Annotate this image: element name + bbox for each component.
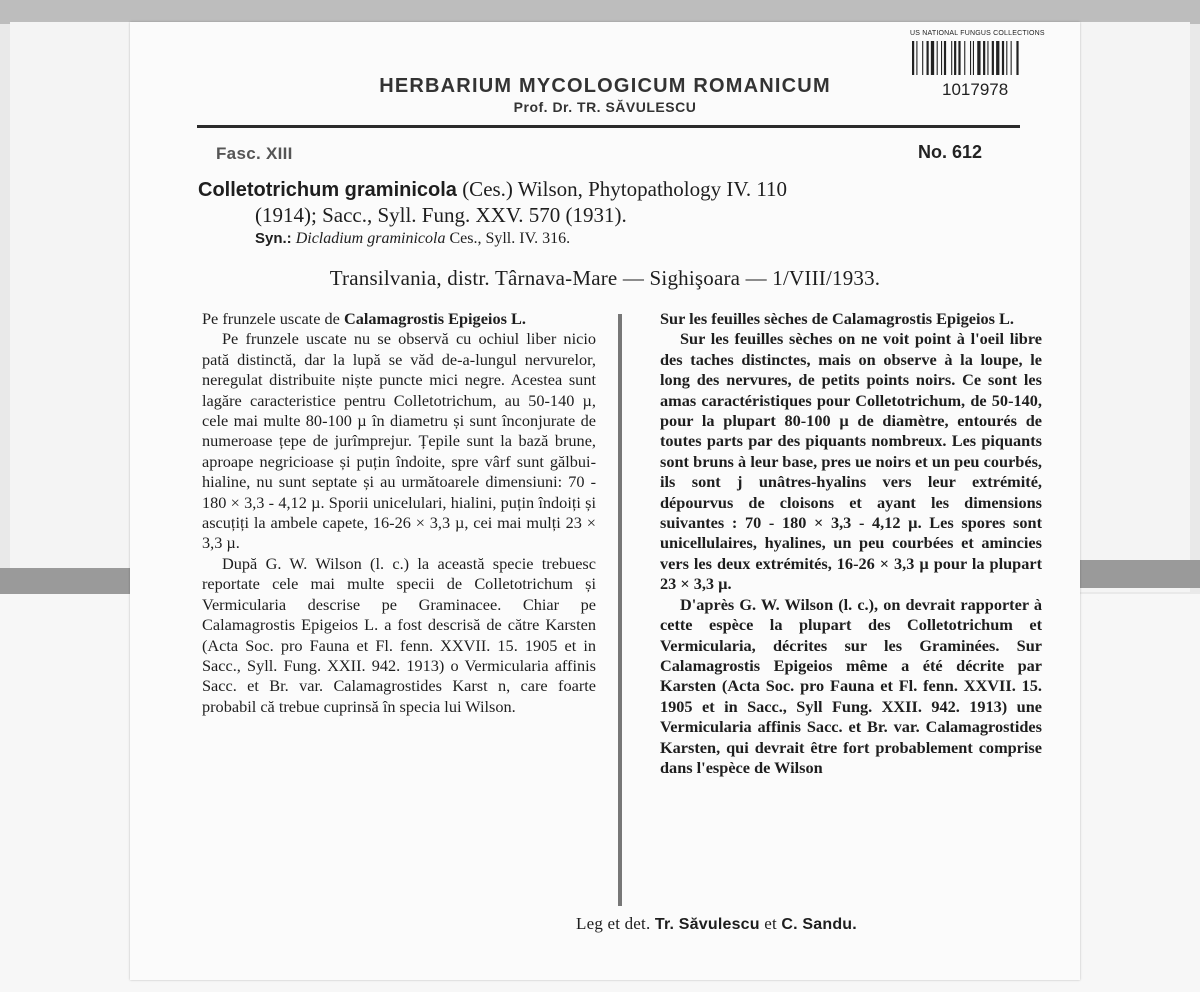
french-paragraph-1: Sur les feuilles sèches on ne voit point à l'oeil libre des taches distinctes, mais on observe à la loupe, le long des nervures, de petits points noirs. Ce sont les amas caractéristiques pour Colletotrichum, de 50-140, pour la plupart 80-100 µ de diamètre, entourés de toutes parts par des piquants nombreux. Les piquants sont bruns à leur base, pres ue noirs et un peu courbés, ils sont j unâtres-hyalins vers leur extrémité, dépourvus de cloisons et ayant les dimensions suivantes : 70 - 180 × 3,3 - 4,12 µ. Les spores sont unicellulaires, hyalines, un peu courbées et amincies vers les deux extrémités, 16-26 × 3,3 µ pour la plupart 23 × 3,3 µ. [660,329,1042,594]
romanian-paragraph-2: După G. W. Wilson (l. c.) la această specie trebuesc reportate cele mai multe specii de Colletotrichum și Vermicularia descrise pe Graminacee. Chiar pe Calamagrostis Epigeios L. a fost descrisă de către Karsten (Acta Soc. pro Fauna et Fl. fenn. XXVII. 15. 1905 et in Sacc., Syll. Fung. XXII. 942. 1913) o Vermicularia affinis Sacc. et Br. var. Calamagrostides Karst n, care foarte probabil că trebue cuprinsă în specia lui Wilson. [202,553,596,716]
background-top-strip [0,0,1200,24]
barcode-image [912,41,1046,75]
romanian-host-prefix: Pe frunzele uscate de [202,309,340,328]
specimen-number: No. 612 [918,142,983,162]
collector-conjunction: et [764,914,777,933]
romanian-host-line [202,309,596,329]
background-right-band [1080,560,1200,588]
locality-line: Transilvania, distr. Târnava-Mare — Sighişoara — 1/VIII/1933. [329,266,881,290]
herbarium-title: HERBARIUM MYCOLOGICUM ROMANICUM [379,75,831,97]
collector-line [576,914,857,934]
species-citation [198,177,1038,228]
background-left-band [0,568,140,594]
herbarium-curator: Prof. Dr. TR. SĂVULESCU [513,99,697,115]
french-host-line: Sur les feuilles sèches de Calamagrostis Epigeios L. [660,309,1014,328]
romanian-description [202,309,596,717]
collector-prefix: Leg et det. [576,914,651,933]
collector-name-1: Tr. Săvulescu [654,916,760,933]
french-description [660,309,1042,778]
fascicle-number: Fasc. XIII [216,144,293,163]
romanian-host-name: Calamagrostis Epigeios L. [343,309,526,328]
barcode-caption: US NATIONAL FUNGUS COLLECTIONS [910,30,1045,37]
synonym-line [255,230,570,248]
header-divider [197,125,1020,128]
synonym-label: Syn.: [255,230,292,247]
collector-name-2: C. Sandu. [781,916,857,933]
french-paragraph-2: D'après G. W. Wilson (l. c.), on devrait rapporter à cette espèce la plupart des Colletotrichum et Vermicularia, décrites sur les Graminées. Sur Calamagrostis Epigeios même a été décrite par Karsten (Acta Soc. pro Fauna et Fl. fenn. XXVII. 15. 1905 et in Sacc., Syll Fung. XXII. 942. 1913) une Vermicularia affinis Sacc. et Br. var. Calamagrostides Karsten, qui devrait être fort probablement comprise dans l'espèce de Wilson [660,594,1042,777]
species-authority: (Ces.) Wilson, Phytopathology IV. 110 [462,177,788,201]
herbarium-label [130,22,1080,980]
species-reference: (1914); Sacc., Syll. Fung. XXV. 570 (1931). [255,203,627,227]
synonym-reference: Ces., Syll. IV. 316. [449,230,571,247]
synonym-name: Dicladium graminicola [295,230,446,247]
column-divider [618,314,622,906]
species-name: Colletotrichum graminicola [198,179,457,201]
romanian-paragraph-1: Pe frunzele uscate nu se observă cu ochiul liber nicio pată distinctă, dar la lupă se văd de-a-lungul nervurelor, neregulat distribuite niște puncte mici negre. Acestea sunt lagăre caracteristice pentru Colletotrichum, au 50-140 µ, cele mai multe 80-100 µ în diametru și sunt înconjurate de numeroase țepe de jurîmprejur. Țepile sunt la bază brune, aproape negricioase și puțin îndoite, spre vârf sunt gălbui-hialine, nu sunt septate și au următoarele dimensiuni: 70 - 180 × 3,3 - 4,12 µ. Sporii unicelulari, hialini, puțin îndoiți și ascuțiți la ambele capete, 16-26 × 3,3 µ, cei mai mulți 23 × 3,3 µ. [202,329,596,553]
barcode-number: 1017978 [942,80,1009,99]
